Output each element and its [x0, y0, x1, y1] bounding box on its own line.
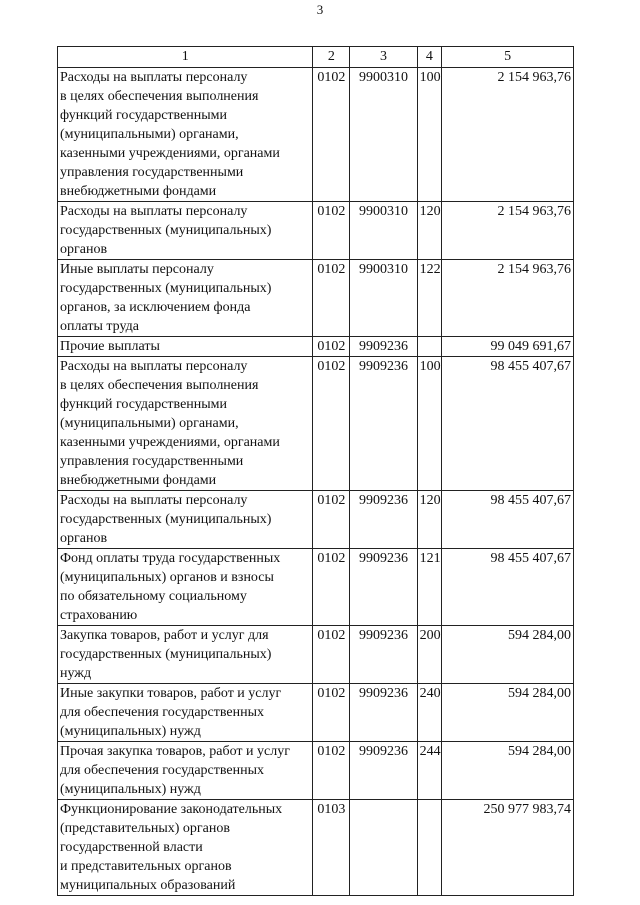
- row-name-cell: Расходы на выплаты персоналу государственных (муниципальных) органов: [58, 491, 313, 549]
- row-expense-type: [417, 800, 442, 896]
- header-col-2: 2: [313, 47, 350, 68]
- row-section-code: 0102: [313, 684, 350, 742]
- row-expense-type: [417, 337, 442, 357]
- row-section-code: 0103: [313, 800, 350, 896]
- row-amount: 98 455 407,67: [442, 549, 574, 626]
- header-row: [58, 47, 574, 68]
- row-amount: 2 154 963,76: [442, 202, 574, 260]
- row-expense-type: 120: [417, 202, 442, 260]
- table-row: [58, 260, 574, 337]
- table-row: [58, 800, 574, 896]
- row-expense-type: 240: [417, 684, 442, 742]
- row-name-cell: Функционирование законодательных (представительных) органов государственной власти и представительных органов муниципальных образований: [58, 800, 313, 896]
- table-row: [58, 549, 574, 626]
- row-name-cell: Расходы на выплаты персоналу в целях обеспечения выполнения функций государственными (муниципальными) органами, казенными учреждениями, органами управления государственными внебюджетными фондами: [58, 68, 313, 202]
- header-col-1: 1: [58, 47, 313, 68]
- row-name-cell: Иные закупки товаров, работ и услуг для обеспечения государственных (муниципальных) нужд: [58, 684, 313, 742]
- row-amount: 98 455 407,67: [442, 491, 574, 549]
- header-col-5: 5: [442, 47, 574, 68]
- table-row: [58, 491, 574, 549]
- row-article-code: 9909236: [350, 626, 417, 684]
- table-row: [58, 742, 574, 800]
- row-expense-type: 100: [417, 68, 442, 202]
- row-amount: 2 154 963,76: [442, 68, 574, 202]
- row-section-code: 0102: [313, 337, 350, 357]
- row-name-cell: Фонд оплаты труда государственных (муниципальных) органов и взносы по обязательному социальному страхованию: [58, 549, 313, 626]
- row-amount: 250 977 983,74: [442, 800, 574, 896]
- row-article-code: 9900310: [350, 260, 417, 337]
- row-name-cell: Расходы на выплаты персоналу в целях обеспечения выполнения функций государственными (муниципальными) органами, казенными учреждениями, органами управления государственными внебюджетными фондами: [58, 357, 313, 491]
- row-article-code: 9909236: [350, 357, 417, 491]
- row-name-cell: Закупка товаров, работ и услуг для государственных (муниципальных) нужд: [58, 626, 313, 684]
- budget-table: [57, 46, 574, 896]
- row-amount: 594 284,00: [442, 626, 574, 684]
- row-section-code: 0102: [313, 68, 350, 202]
- row-section-code: 0102: [313, 491, 350, 549]
- row-section-code: 0102: [313, 202, 350, 260]
- row-amount: 99 049 691,67: [442, 337, 574, 357]
- table-row: [58, 68, 574, 202]
- row-article-code: [350, 800, 417, 896]
- row-expense-type: 121: [417, 549, 442, 626]
- row-article-code: 9909236: [350, 337, 417, 357]
- row-section-code: 0102: [313, 626, 350, 684]
- row-section-code: 0102: [313, 549, 350, 626]
- row-article-code: 9900310: [350, 68, 417, 202]
- table-body: [58, 68, 574, 896]
- row-section-code: 0102: [313, 357, 350, 491]
- row-name-cell: Прочая закупка товаров, работ и услуг для обеспечения государственных (муниципальных) нужд: [58, 742, 313, 800]
- row-amount: 594 284,00: [442, 684, 574, 742]
- page-number: 3: [316, 2, 324, 17]
- table-row: [58, 357, 574, 491]
- row-expense-type: 244: [417, 742, 442, 800]
- row-section-code: 0102: [313, 260, 350, 337]
- row-name-cell: Иные выплаты персоналу государственных (муниципальных) органов, за исключением фонда оплаты труда: [58, 260, 313, 337]
- header-col-3: 3: [350, 47, 417, 68]
- table-row: [58, 202, 574, 260]
- row-article-code: 9900310: [350, 202, 417, 260]
- row-article-code: 9909236: [350, 549, 417, 626]
- row-amount: 98 455 407,67: [442, 357, 574, 491]
- row-name-cell: Расходы на выплаты персоналу государственных (муниципальных) органов: [58, 202, 313, 260]
- row-amount: 2 154 963,76: [442, 260, 574, 337]
- table-row: [58, 626, 574, 684]
- row-article-code: 9909236: [350, 684, 417, 742]
- row-name-cell: Прочие выплаты: [58, 337, 313, 357]
- row-section-code: 0102: [313, 742, 350, 800]
- row-expense-type: 120: [417, 491, 442, 549]
- row-article-code: 9909236: [350, 742, 417, 800]
- row-amount: 594 284,00: [442, 742, 574, 800]
- row-article-code: 9909236: [350, 491, 417, 549]
- table-row: [58, 684, 574, 742]
- row-expense-type: 100: [417, 357, 442, 491]
- table-row: [58, 337, 574, 357]
- header-col-4: 4: [417, 47, 442, 68]
- row-expense-type: 122: [417, 260, 442, 337]
- row-expense-type: 200: [417, 626, 442, 684]
